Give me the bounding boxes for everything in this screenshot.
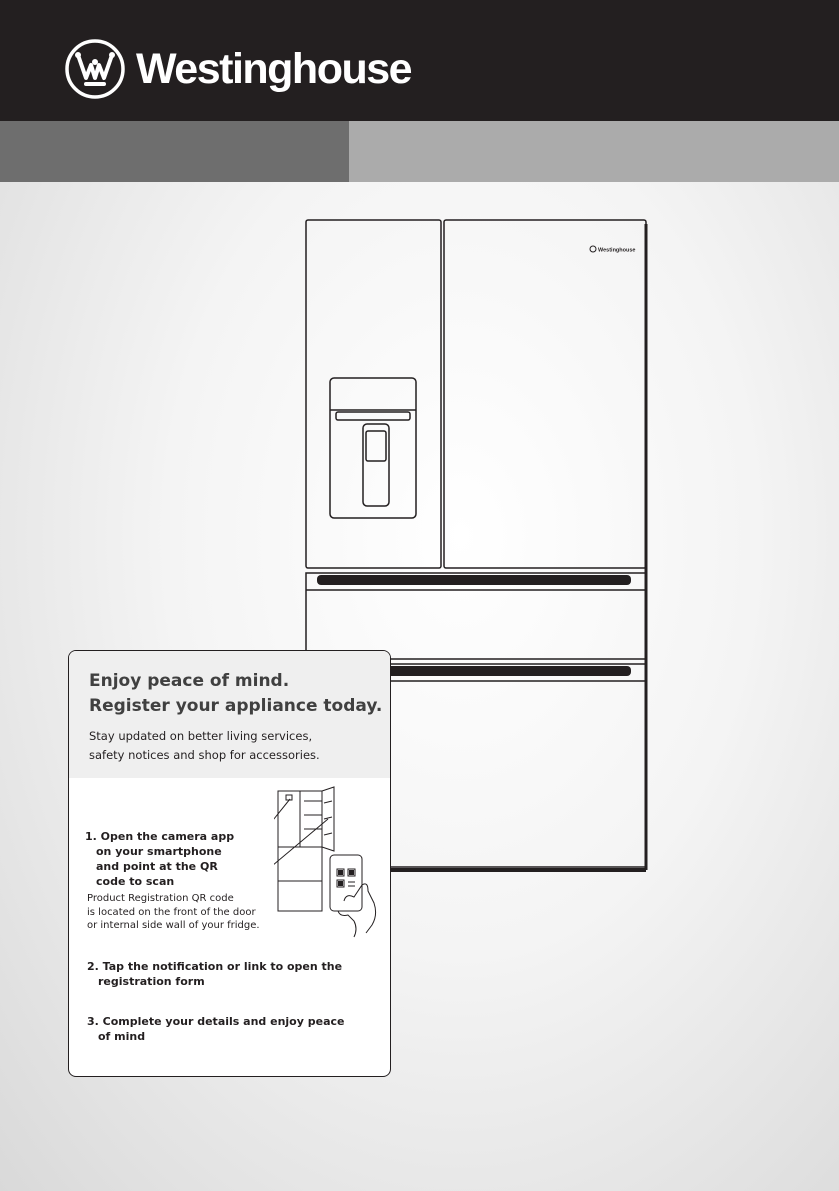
step-title-line: 1. Open the camera app: [85, 830, 235, 843]
registration-subtitle: [89, 727, 320, 765]
step-1-title: [85, 829, 275, 889]
brand-logo: [64, 38, 411, 100]
step-note-line: or internal side wall of your fridge.: [87, 920, 260, 931]
step-title-line: on your smartphone: [96, 845, 222, 858]
step-1: [85, 829, 275, 933]
step-title-line: 3. Complete your details and enjoy peace: [87, 1015, 345, 1028]
step-3: [87, 1014, 377, 1044]
step-2-title: [87, 959, 377, 989]
step-title-line: of mind: [98, 1030, 146, 1043]
step-2: [87, 959, 377, 989]
color-band-light: [349, 121, 839, 182]
registration-title-line: Enjoy peace of mind.: [89, 671, 290, 691]
step-note-line: is located on the front of the door: [87, 906, 256, 918]
registration-subtitle-line: Stay updated on better living services,: [89, 729, 313, 743]
step-title-line: 2. Tap the notification or link to open the: [87, 960, 343, 973]
color-band-dark: [0, 121, 349, 182]
header-bar: [0, 0, 839, 121]
registration-title-line: Register your appliance today.: [89, 696, 383, 716]
registration-card: [68, 650, 391, 1077]
step-title-line: registration form: [98, 975, 205, 988]
registration-card-header: [69, 651, 390, 778]
registration-subtitle-line: safety notices and shop for accessories.: [89, 748, 320, 762]
brand-wordmark: Westinghouse: [136, 44, 412, 93]
step-note-line: Product Registration QR code: [87, 893, 234, 904]
step-title-line: and point at the QR: [96, 860, 218, 873]
qr-scan-illustration: [274, 785, 386, 945]
fridge-badge-text: Westinghouse: [598, 247, 636, 254]
registration-title: [89, 669, 382, 719]
step-1-note: [85, 892, 275, 933]
westinghouse-logo-icon: [64, 38, 126, 100]
step-3-title: [87, 1014, 377, 1044]
step-title-line: code to scan: [96, 875, 175, 888]
